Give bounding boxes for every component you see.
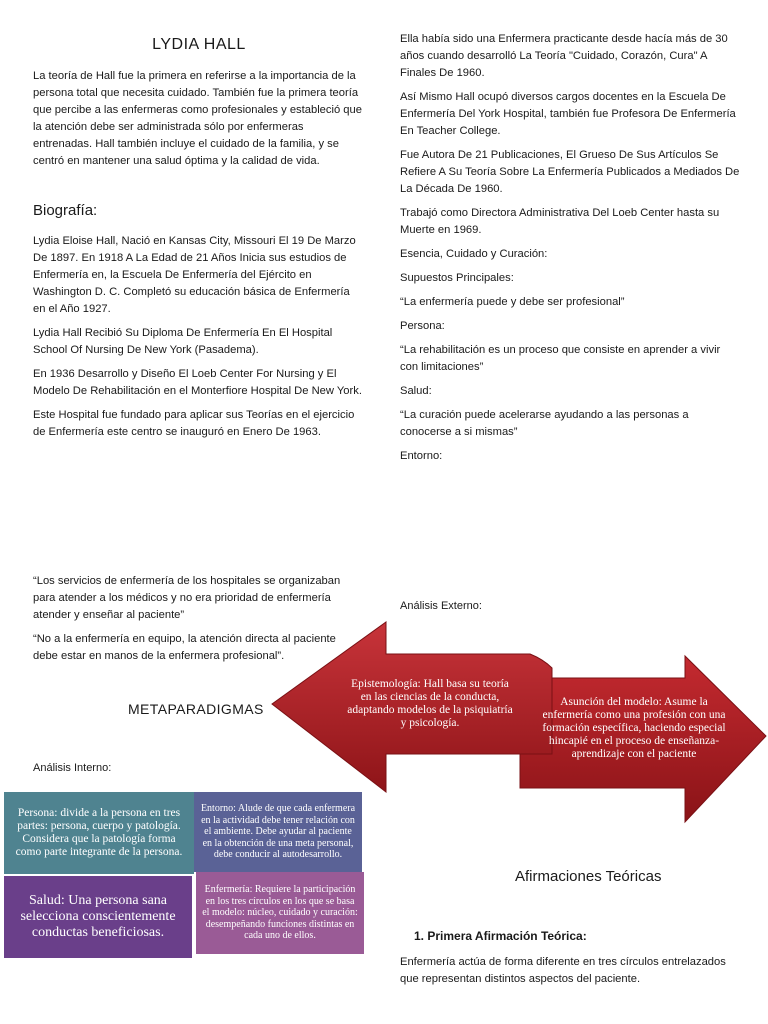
right-paragraph: Trabajó como Directora Administrativa Del Loeb Center hasta su Muerte en 1969. xyxy=(400,207,720,236)
primera-afirmacion-text xyxy=(400,954,745,995)
quote-paragraph: “Los servicios de enfermería de los hospitales se organizaban para atender a los médicos y no era prioridad de enfermería atender y enseñar al paciente” xyxy=(33,575,341,621)
asuncion-modelo-text: Asunción del modelo: Asume la enfermería como una profesión con una formación específica, haciendo especial hincapié en el proceso de enseñanza-aprendizaje con el paciente xyxy=(542,696,726,760)
right-paragraph: Supuestos Principales: xyxy=(400,272,514,284)
right-paragraph: “La rehabilitación es un proceso que consiste en aprender a vivir con limitaciones” xyxy=(400,344,721,373)
right-paragraph: Esencia, Cuidado y Curación: xyxy=(400,248,548,260)
epistemologia-text: Epistemología: Hall basa su teoría en las ciencias de la conducta, adaptando modelos de la psiquiatría y psicología. xyxy=(347,678,513,729)
analisis-interno-label: Análisis Interno: xyxy=(33,762,112,774)
entorno-box: Entorno: Alude de que cada enfermera en la actividad debe tener relación con el ambiente. Debe ayudar al paciente en la obtención de una meta personal, debe conducir al autodesarrollo. xyxy=(194,792,362,872)
primera-afirmacion-paragraph: Enfermería actúa de forma diferente en tres círculos entrelazados que representan distintos aspectos del paciente. xyxy=(400,956,726,985)
intro-paragraph: La teoría de Hall fue la primera en referirse a la importancia de la persona total que necesita cuidado. También fue la primera teoría que percibe a las enfermeras como profesionales y estableció que la atención debe ser administrada sólo por enfermeras entrenadas. Hall también incluye el cuidado de la familia, y se centró en mantener una salud óptima y la calidad de vida. xyxy=(33,70,362,167)
bio-paragraph: En 1936 Desarrollo y Diseño El Loeb Center For Nursing y El Modelo De Rehabilitación en el Monterfiore Hospital De New York. xyxy=(33,368,362,397)
right-column xyxy=(400,31,740,472)
persona-box: Persona: divide a la persona en tres partes: persona, cuerpo y patología. Considera que la patología forma como parte integrante de la persona. xyxy=(4,792,194,874)
right-paragraph: Entorno: xyxy=(400,450,443,462)
primera-afirmacion-heading: 1. Primera Afirmación Teórica: xyxy=(414,929,587,943)
quote-paragraph: “No a la enfermería en equipo, la atención directa al paciente debe estar en manos de la enfermera profesional”. xyxy=(33,633,336,662)
bio-paragraph: Lydia Hall Recibió Su Diploma De Enfermería En El Hospital School Of Nursing De New York (Pasadema). xyxy=(33,327,333,356)
right-paragraph: Persona: xyxy=(400,320,445,332)
bio-paragraph: Este Hospital fue fundado para aplicar sus Teorías en el ejercicio de Enfermería este centro se inauguró en Enero De 1963. xyxy=(33,409,355,438)
right-paragraph: Fue Autora De 21 Publicaciones, El Grueso De Sus Artículos Se Refiere A Su Teoría Sobre La Enfermería Publicados a Mediados De La Década De 1960. xyxy=(400,149,740,195)
right-paragraph: Salud: xyxy=(400,385,432,397)
right-paragraph: “La enfermería puede y debe ser profesional” xyxy=(400,296,625,308)
afirmaciones-heading: Afirmaciones Teóricas xyxy=(515,868,662,885)
page-title: LYDIA HALL xyxy=(152,36,246,53)
bio-paragraph: Lydia Eloise Hall, Nació en Kansas City, Missouri El 19 De Marzo De 1897. En 1918 A La Edad de 21 Años Inicia sus estudios de Enfermería en, la Escuela De Enfermería del Ejército en Washington D. C. Completó su educación básica de Enfermería en el Año 1927. xyxy=(33,235,356,315)
biography-heading: Biografía: xyxy=(33,202,98,219)
left-column xyxy=(33,36,365,448)
right-paragraph: Ella había sido una Enfermera practicante desde hacía más de 30 años cuando desarrolló La Teoría "Cuidado, Corazón, Cura" A Finales De 1960. xyxy=(400,33,728,79)
right-paragraph: “La curación puede acelerarse ayudando a las personas a conocerse a si mismas” xyxy=(400,409,689,438)
analisis-externo-label: Análisis Externo: xyxy=(400,600,482,612)
right-paragraph: Así Mismo Hall ocupó diversos cargos docentes en la Escuela De Enfermería Del York Hospital, también fue Profesora De Enfermería En Teacher College. xyxy=(400,91,736,137)
metaparadigmas-heading: METAPARADIGMAS xyxy=(128,701,264,717)
enfermeria-box: Enfermería: Requiere la participación en los tres círculos en los que se basa el modelo: núcleo, cuidado y curación: desempeñando funciones distintas en cada uno de ellos. xyxy=(196,872,364,954)
salud-box: Salud: Una persona sana selecciona conscientemente conductas beneficiosas. xyxy=(4,876,192,958)
